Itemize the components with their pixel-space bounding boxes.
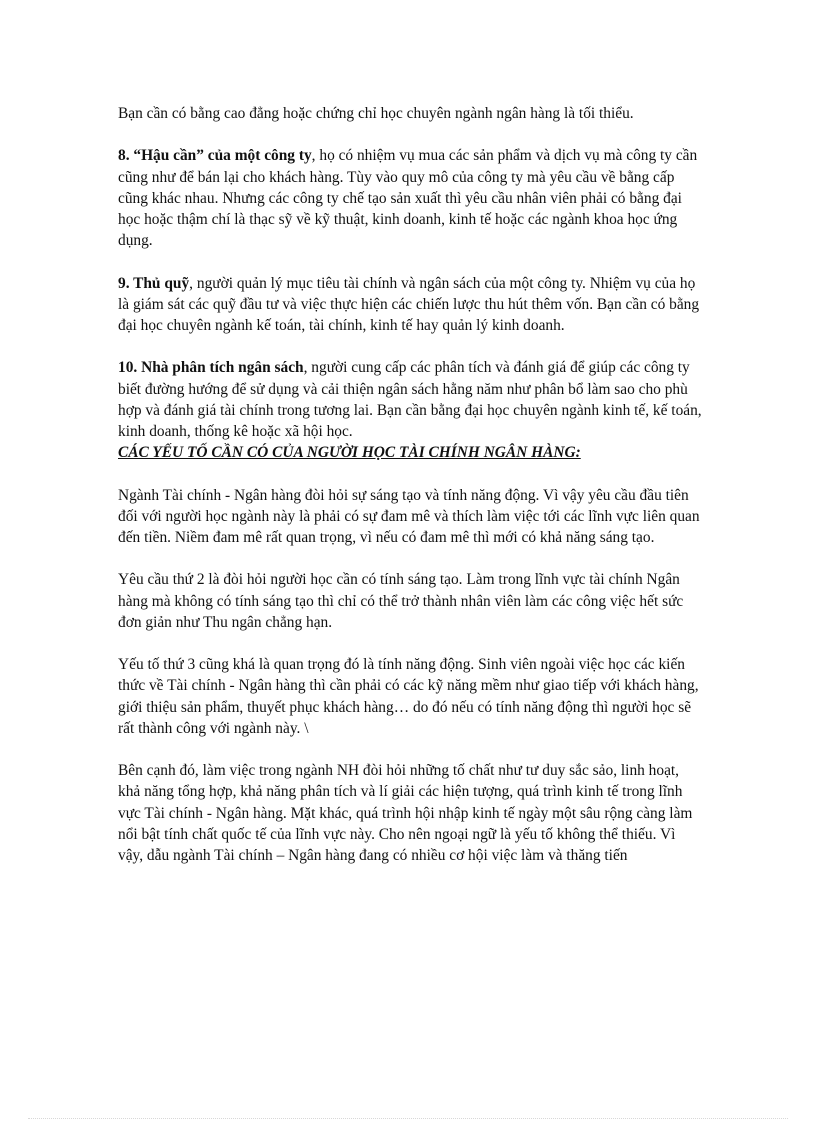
item-10-title: 10. Nhà phân tích ngân sách [118, 359, 304, 377]
paragraph-item-9 [118, 273, 702, 337]
paragraph-gap [118, 739, 702, 760]
item-10-text: , người cung cấp các phân tích và đánh giá để giúp các công ty biết đường hướng để sử dụng và cải thiện ngân sách hằng năm như phân bổ làm sao cho phù hợp và đánh giá tài chính trong tương lai. Bạn cần bằng đại học chuyên ngành kinh tế, kế toán, kinh doanh, thống kê hoặc xã hội học. [118, 359, 702, 440]
paragraph-intro: Bạn cần có bằng cao đẳng hoặc chứng chỉ học chuyên ngành ngân hàng là tối thiểu. [118, 105, 634, 122]
paragraph-requirement-2: Yêu cầu thứ 2 là đòi hỏi người học cần có tính sáng tạo. Làm trong lĩnh vực tài chính Ngân hàng mà không có tính sáng tạo thì chỉ có thể trở thành nhân viên làm các công việc hết sức đơn giản như Thu ngân chẳng hạn. [118, 571, 684, 631]
item-8-title: 8. “Hậu cần” của một công ty [118, 147, 312, 165]
paragraph-item-8 [118, 145, 702, 251]
item-9-title: 9. Thủ quỹ [118, 274, 190, 292]
paragraph-gap [118, 463, 702, 484]
paragraph-closing: Bên cạnh đó, làm việc trong ngành NH đòi hỏi những tố chất như tư duy sắc sảo, linh hoạt, khả năng tổng hợp, khả năng phân tích và lí giải các hiện tượng, quá trình kinh tế trong lĩnh vực Tài chính - Ngân hàng. Mặt khác, quá trình hội nhập kinh tế ngày một sâu rộng càng làm nổi bật tính chất quốc tế của lĩnh vực này. Cho nên ngoại ngữ là yếu tố không thể thiếu. Vì vậy, dẫu ngành Tài chính – Ngân hàng đang có nhiều cơ hội việc làm và thăng tiến [118, 762, 693, 864]
section-heading: CÁC YẾU TỐ CẦN CÓ CỦA NGƯỜI HỌC TÀI CHÍNH NGÂN HÀNG: [118, 444, 581, 462]
paragraph-gap [118, 633, 702, 654]
paragraph-gap [118, 124, 702, 145]
paragraph-gap [118, 336, 702, 357]
paragraph-requirement-3: Yếu tố thứ 3 cũng khá là quan trọng đó là tính năng động. Sinh viên ngoài việc học các kiến thức về Tài chính - Ngân hàng thì cần phải có các kỹ năng mềm như giao tiếp với khách hàng, giới thiệu sản phẩm, thuyết phục khách hàng… do đó nếu có tính năng động thì người học sẽ rất thành công với ngành này. \ [118, 656, 699, 737]
item-9-text: , người quản lý mục tiêu tài chính và ngân sách của một công ty. Nhiệm vụ của họ là giám sát các quỹ đầu tư và việc thực hiện các chiến lược thu hút thêm vốn. Bạn cần có bằng đại học chuyên ngành kế toán, tài chính, kinh tế hay quản lý kinh doanh. [118, 274, 700, 334]
item-8-text: , họ có nhiệm vụ mua các sản phẩm và dịch vụ mà công ty cần cũng như để bán lại cho khách hàng. Tùy vào quy mô của công ty mà yêu cầu về bằng cấp cũng khác nhau. Nhưng các công ty chế tạo sản xuất thì yêu cầu nhân viên phải có bằng đại học hoặc thậm chí là thạc sỹ về kỹ thuật, kinh doanh, kinh tế hoặc các ngành khoa học ứng dụng. [118, 147, 698, 250]
paragraph-requirement-1: Ngành Tài chính - Ngân hàng đòi hỏi sự sáng tạo và tính năng động. Vì vậy yêu cầu đầu tiên đối với người học ngành này là phải có sự đam mê và thích làm việc tới các lĩnh vực liên quan đến tiền. Niềm đam mê rất quan trọng, vì nếu có đam mê thì mới có khả năng sáng tạo. [118, 486, 700, 546]
page-bottom-border [28, 1118, 788, 1119]
paragraph-gap [118, 251, 702, 272]
paragraph-item-10 [118, 357, 702, 442]
paragraph-gap [118, 548, 702, 569]
document-body [118, 103, 702, 866]
